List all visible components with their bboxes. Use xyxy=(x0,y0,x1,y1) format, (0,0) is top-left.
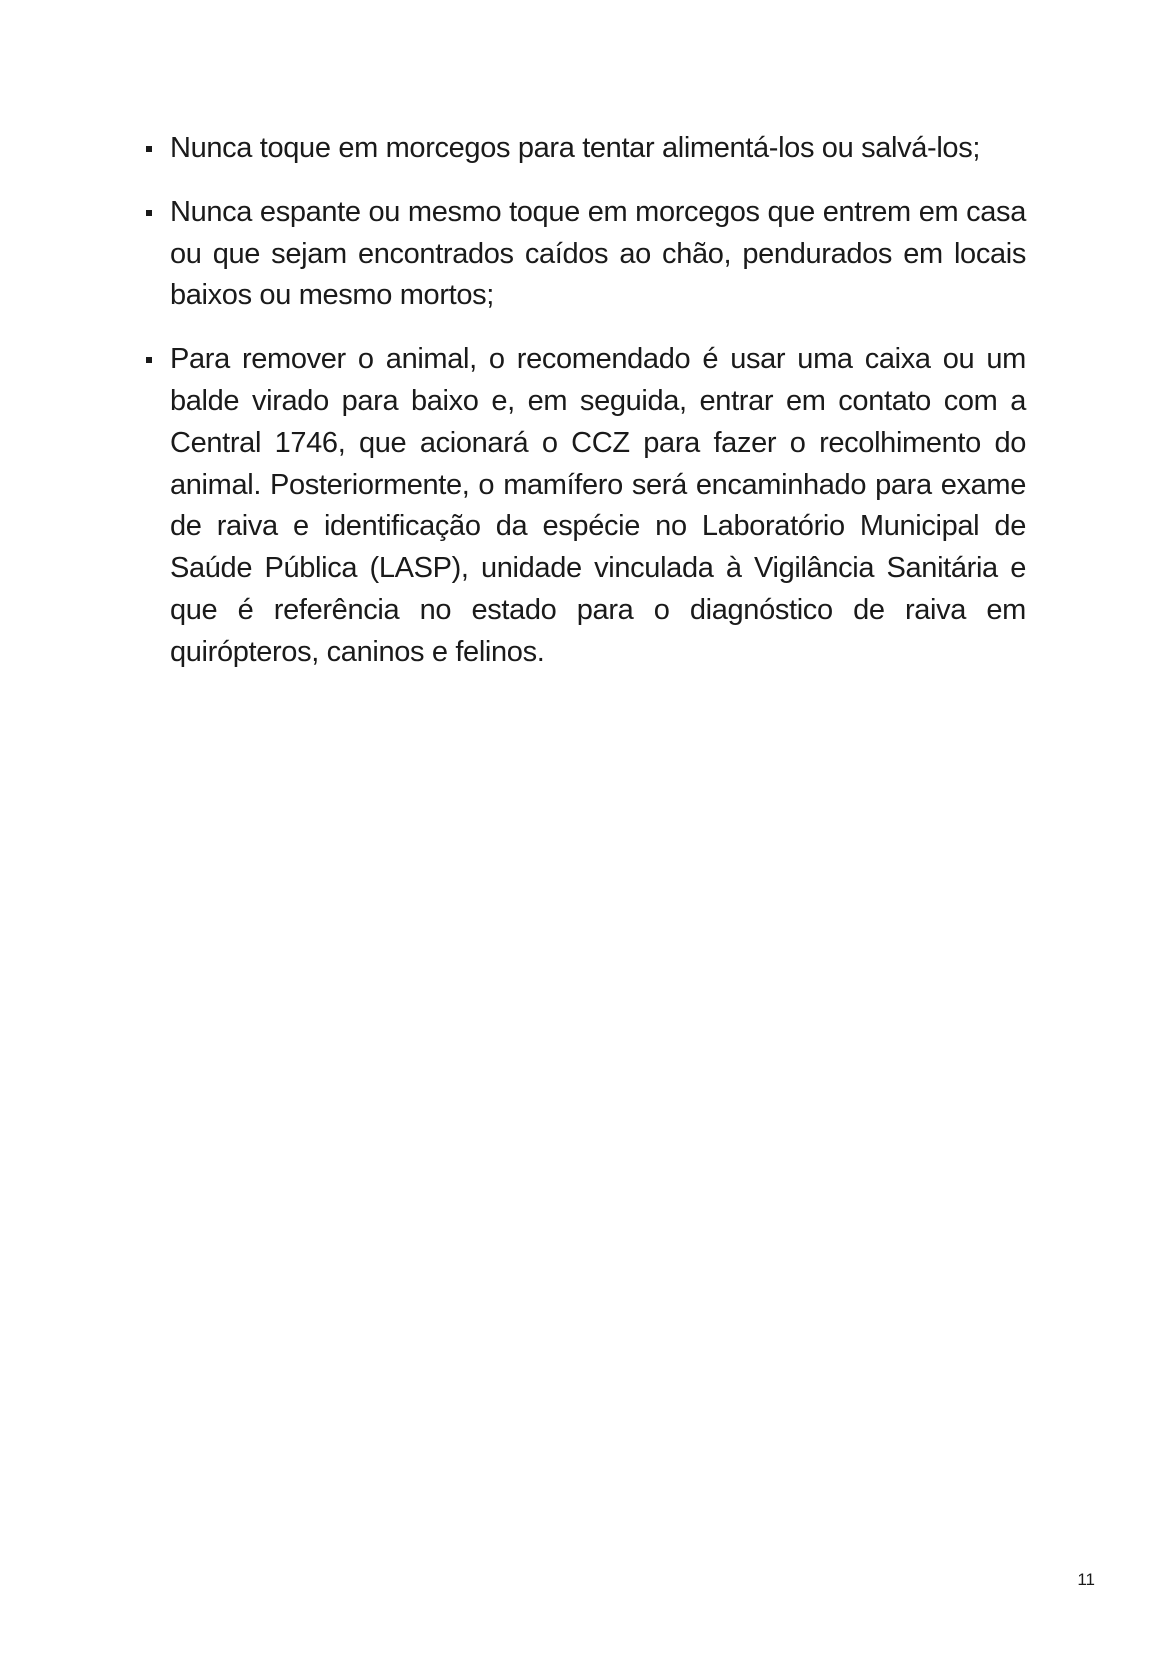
list-item xyxy=(146,128,1026,170)
bullet-square-icon xyxy=(146,357,152,363)
list-item-text: Nunca toque em morcegos para tentar alimentá-los ou salvá-los; xyxy=(170,132,981,164)
bullet-list xyxy=(146,128,1026,674)
bullet-square-icon xyxy=(146,146,152,152)
list-item xyxy=(146,339,1026,673)
list-item-text: Nunca espante ou mesmo toque em morcegos que entrem em casa ou que sejam encontrados caídos ao chão, pendurados em locais baixos ou mesmo mortos; xyxy=(170,195,1026,312)
list-item-text: Para remover o animal, o recomendado é usar uma caixa ou um balde virado para baixo e, em seguida, entrar em contato com a Central 1746, que acionará o CCZ para fazer o recolhimento do animal. Posteriormente, o mamífero será encaminhado para exame de raiva e identificação da espécie no Laboratório Municipal de Saúde Pública (LASP), unidade vinculada à Vigilância Sanitária e que é referência no estado para o diagnóstico de raiva em quirópteros, caninos e felinos. xyxy=(170,343,1026,668)
page-content xyxy=(146,128,1026,696)
list-item xyxy=(146,192,1026,317)
page-number: 11 xyxy=(1077,1570,1095,1589)
bullet-square-icon xyxy=(146,210,152,216)
